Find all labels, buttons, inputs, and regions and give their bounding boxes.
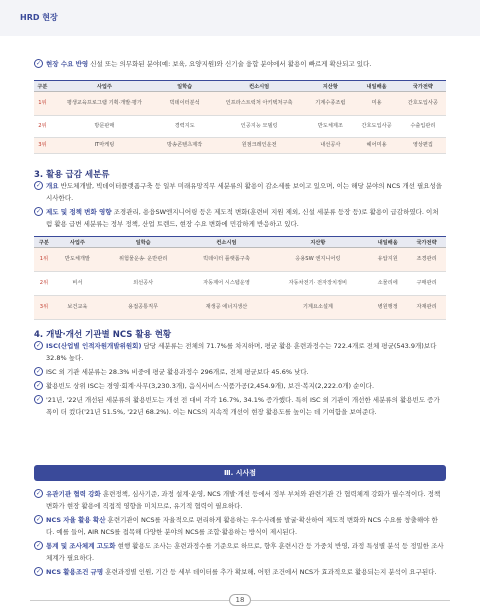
table-cell: 기계수종조립 bbox=[307, 92, 353, 116]
table-cell: 구매관리 bbox=[407, 272, 446, 296]
check-circle-icon: ✓ bbox=[35, 516, 42, 523]
table-header-cell: 일학습 bbox=[158, 81, 211, 92]
bullet-text: 현행 활용도 조사는 훈련과정수를 기준으로 하므로, 향후 훈련시간 등 가중치 반영, 과정 특성별 분석 등 정밀한 조사체계가 필요하다. bbox=[46, 542, 444, 562]
table-header-cell: 컨소시엄 bbox=[211, 81, 307, 92]
section3-bullet bbox=[34, 180, 444, 204]
table-cell: 수출입관리 bbox=[400, 116, 446, 138]
page-number-label: 18 bbox=[229, 594, 252, 606]
table-cell: 1위 bbox=[34, 92, 51, 116]
table-cell: 응용SW 엔지니어링 bbox=[267, 248, 368, 272]
bullet-highlight: 통계 및 조사체계 고도화 bbox=[46, 542, 116, 550]
bullet-highlight: NCS 자율 활용 확산 bbox=[46, 516, 106, 524]
check-circle-icon: ✓ bbox=[35, 342, 42, 349]
table-row bbox=[34, 138, 446, 154]
bullet-text: '21년, '22년 개선된 세분류의 활용빈도는 개선 전 대비 각각 16.7%, 34.1% 증가했다. 특히 ISC 외 기관이 개선한 세분류의 활용빈도 증가 폭이 더 컸다('21년 51.5%, '22년 68.2%). 이는 NCS의 지속적 개선이 현장 활용도를 높이는 데 기여함을 보여준다. bbox=[46, 396, 440, 416]
page-number bbox=[0, 594, 480, 606]
table-top-categories bbox=[34, 80, 446, 154]
table-cell: 유압지원 bbox=[368, 248, 407, 272]
bullet-text: 조경관리, 용융SW엔지니어링 등은 제도적 변화(훈련비 지원 제외, 신설 세분류 등장 등)로 활용이 급감하였다. 이처럼 활용 급변 세분류는 정부 정책, 산업 트렌드, 현장 수요 변화에 민감하게 반응하고 있다. bbox=[46, 208, 439, 228]
table-row bbox=[34, 116, 446, 138]
table-header-cell: 구분 bbox=[34, 81, 51, 92]
table-cell: 보건교육 bbox=[54, 296, 101, 320]
table-row bbox=[34, 296, 446, 320]
table-cell: 조경관리 bbox=[407, 248, 446, 272]
bullet-text: 활용빈도 상위 ISC는 경영·회계·사무(3,230.3개), 음식서비스·식품가공(2,454.9개), 보건·복지(2,222.0개) 순이다. bbox=[46, 382, 375, 390]
table-cell: 반도체제조 bbox=[307, 116, 353, 138]
table-header-cell: 사업주 bbox=[54, 237, 101, 248]
section4-bullet bbox=[34, 340, 444, 364]
table-cell: 1위 bbox=[34, 248, 54, 272]
table-cell: 내선공사 bbox=[307, 138, 353, 154]
section-title: 3. 활용 급감 세분류 bbox=[34, 170, 110, 180]
table-cell: 3위 bbox=[34, 138, 51, 154]
bullet-highlight: 유관기관 협력 강화 bbox=[46, 490, 101, 498]
implication-bullet bbox=[34, 566, 444, 578]
table-cell: 용접공통직무 bbox=[101, 296, 186, 320]
check-circle-icon: ✓ bbox=[35, 382, 42, 389]
section3-bullet bbox=[34, 206, 444, 230]
table-cell: 경력지도 bbox=[158, 116, 211, 138]
table-cell: 헤어미용 bbox=[353, 138, 399, 154]
table-cell: 자동제어 시스템운영 bbox=[185, 272, 267, 296]
table-row bbox=[34, 248, 446, 272]
bullet-highlight: 개요 bbox=[46, 182, 59, 190]
table-cell: 인공지능 모델링 bbox=[211, 116, 307, 138]
intro-bullet bbox=[34, 58, 444, 70]
table-cell: 3위 bbox=[34, 296, 54, 320]
table-cell: 자재관리 bbox=[407, 296, 446, 320]
check-circle-icon: ✓ bbox=[35, 568, 42, 575]
table-cell: 미용 bbox=[353, 92, 399, 116]
table-header-cell: 내일배움 bbox=[353, 81, 399, 92]
table-header-cell: 국가전략 bbox=[400, 81, 446, 92]
bullet-text: 훈련기관이 NCS를 자율적으로 편리하게 활용하는 우수사례를 발굴·확산하여 제도적 변화와 NCS 수요를 창출해야 한다. 예를 들어, AIR NCS를 접목해 다양한 분야의 NCS를 조합·활용하는 방식이 제시된다. bbox=[46, 516, 438, 536]
table-cell: 간호도입사공 bbox=[400, 92, 446, 116]
header-title: HRD 현장 bbox=[20, 13, 58, 22]
table-cell: 비서 bbox=[54, 272, 101, 296]
table-header-cell: 내일배움 bbox=[368, 237, 407, 248]
check-circle-icon: ✓ bbox=[35, 182, 42, 189]
table-header-cell: 일학습 bbox=[101, 237, 186, 248]
bullet-highlight: 현장 수요 반영 bbox=[46, 60, 89, 68]
table-cell: 자동차전기· 전자장치정비 bbox=[267, 272, 368, 296]
check-circle-icon: ✓ bbox=[35, 208, 42, 215]
table-cell: 2위 bbox=[34, 116, 51, 138]
section-title: 4. 개발·개선 기관별 NCS 활용 현황 bbox=[34, 330, 172, 340]
table-cell: IT마케팅 bbox=[51, 138, 158, 154]
check-circle-icon: ✓ bbox=[35, 542, 42, 549]
table-cell: 외선공사 bbox=[101, 272, 186, 296]
bullet-highlight: 제도 및 정책 변화 영향 bbox=[46, 208, 112, 216]
table-header-cell: 구분 bbox=[34, 237, 54, 248]
table-cell: 간호도입사공 bbox=[353, 116, 399, 138]
table-cell: 평생교육프로그램 기획·개발·평가 bbox=[51, 92, 158, 116]
section4-bullet bbox=[34, 380, 444, 392]
section4-bullet bbox=[34, 394, 444, 418]
table-declining-categories bbox=[34, 236, 446, 320]
section-banner: Ⅲ. 시사점 bbox=[34, 465, 446, 481]
table-row bbox=[34, 92, 446, 116]
implication-bullet bbox=[34, 514, 444, 538]
table-cell: 인프라스트럭처 아키텍처구축 bbox=[211, 92, 307, 116]
bullet-text: 신설 또는 의무화된 분야(예: 보육, 요양지원)와 신기술 융합 분야에서 활용이 빠르게 확산되고 있다. bbox=[88, 60, 372, 68]
bullet-text: 반도체개발, 빅데이터플랫폼구축 등 일부 미래유망직무 세분류의 활용이 감소세를 보이고 있으며, 이는 해당 분야의 NCS 개선 필요성을 시사한다. bbox=[46, 182, 443, 202]
bullet-highlight: NCS 활용조건 규명 bbox=[46, 568, 104, 576]
table-header-cell: 사업주 bbox=[51, 81, 158, 92]
page-header bbox=[0, 0, 480, 36]
table-cell: 영상편집 bbox=[400, 138, 446, 154]
table-header-cell: 국가전략 bbox=[407, 237, 446, 248]
bullet-text: 훈련과정별 인원, 기간 등 세부 데이터를 추가 확보해, 어떤 조건에서 NCS가 효과적으로 활용되는지 분석이 요구된다. bbox=[103, 568, 437, 576]
check-circle-icon: ✓ bbox=[35, 490, 42, 497]
implication-bullet bbox=[34, 540, 444, 564]
table-cell: 병원행정 bbox=[368, 296, 407, 320]
check-circle-icon: ✓ bbox=[35, 368, 42, 375]
check-circle-icon: ✓ bbox=[35, 60, 42, 67]
bullet-highlight: ISC(산업별 인적자원개발위원회) bbox=[46, 342, 142, 350]
table-cell: 원점크레인운전 bbox=[211, 138, 307, 154]
table-cell: 방송콘텐츠제작 bbox=[158, 138, 211, 154]
table-cell: 반도체개발 bbox=[54, 248, 101, 272]
table-cell: 기계요소설계 bbox=[267, 296, 368, 320]
table-cell: 소물리에 bbox=[368, 272, 407, 296]
table-header-row bbox=[34, 81, 446, 92]
check-circle-icon: ✓ bbox=[35, 396, 42, 403]
bullet-text: 훈련정책, 심사기준, 과정 설계·운영, NCS 개발·개선 등에서 정부 부처와 관련기관 간 협력체계 강화가 필수적이다. 정책 변화가 현장 활용에 직접적 영향을 미치므로, 유기적 협력이 필요하다. bbox=[46, 490, 441, 510]
table-header-row bbox=[34, 237, 446, 248]
table-header-cell: 지산항 bbox=[307, 81, 353, 92]
table-row bbox=[34, 272, 446, 296]
table-cell: 빅데이터분석 bbox=[158, 92, 211, 116]
table-header-cell: 컨소시엄 bbox=[185, 237, 267, 248]
table-header-cell: 지산항 bbox=[267, 237, 368, 248]
table-cell: 방문판매 bbox=[51, 116, 158, 138]
table-cell: 2위 bbox=[34, 272, 54, 296]
bullet-text: 담당 세분류는 전체의 71.7%를 차지하며, 평균 활용 훈련과정수는 722.4개로 전체 평균(543.9개)보다 32.8% 높다. bbox=[46, 342, 437, 362]
table-cell: 재생공 에너지생산 bbox=[185, 296, 267, 320]
section4-bullet bbox=[34, 366, 444, 378]
table-cell: 빅데이터 플랫폼구축 bbox=[185, 248, 267, 272]
bullet-text: ISC 외 기관 세분류는 28.3% 비중에 평균 활용과정수 296개로, 전체 평균보다 45.6% 낮다. bbox=[46, 368, 309, 376]
implication-bullet bbox=[34, 488, 444, 512]
table-cell: 위험물운송· 운반관리 bbox=[101, 248, 186, 272]
